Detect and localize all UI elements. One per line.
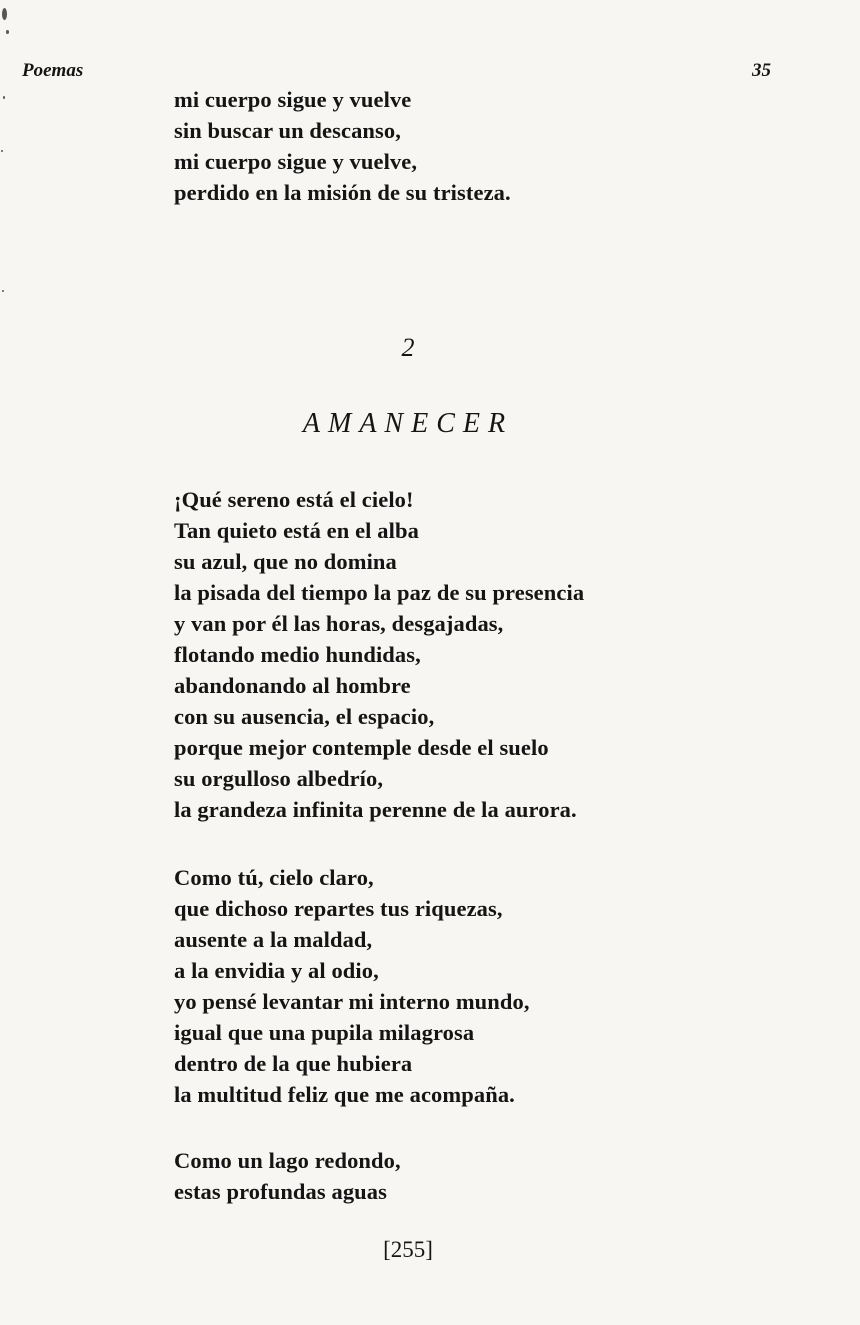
verse-line: flotando medio hundidas, (174, 642, 421, 667)
scan-speck (3, 96, 5, 99)
verse-line: Como un lago redondo, (174, 1148, 401, 1173)
verse-line: ¡Qué sereno está el cielo! (174, 487, 414, 512)
verse-line: Tan quieto está en el alba (174, 518, 419, 543)
top-stanza (174, 84, 511, 208)
verse-line: dentro de la que hubiera (174, 1051, 413, 1076)
verse-line: la pisada del tiempo la paz de su presencia (174, 580, 585, 605)
stanza-3 (174, 1145, 401, 1207)
verse-line: a la envidia y al odio, (174, 958, 379, 983)
verse-line: y van por él las horas, desgajadas, (174, 611, 504, 636)
verse-line: porque mejor contemple desde el suelo (174, 735, 549, 760)
verse-line: mi cuerpo sigue y vuelve, (174, 149, 418, 174)
verse-line: igual que una pupila milagrosa (174, 1020, 475, 1045)
page-number: [255] (383, 1237, 433, 1262)
verse-line: la multitud feliz que me acompaña. (174, 1082, 515, 1107)
scan-speck (2, 290, 4, 292)
scan-speck (6, 30, 9, 34)
verse-line: que dichoso repartes tus riquezas, (174, 896, 503, 921)
scan-speck (1, 150, 3, 152)
verse-line: abandonando al hombre (174, 673, 411, 698)
verse-line: su azul, que no domina (174, 549, 397, 574)
running-head-page: 35 (752, 60, 771, 81)
section-number: 2 (401, 333, 415, 362)
stanza-1 (174, 484, 584, 825)
scan-speck (2, 8, 7, 20)
verse-line: yo pensé levantar mi interno mundo, (174, 989, 530, 1014)
verse-line: la grandeza infinita perenne de la aurora. (174, 797, 577, 822)
stanza-2 (174, 862, 530, 1110)
verse-line: perdido en la misión de su tristeza. (174, 180, 511, 205)
verse-line: ausente a la maldad, (174, 927, 373, 952)
poem-title: AMANECER (302, 408, 514, 439)
verse-line: su orgulloso albedrío, (174, 766, 384, 791)
verse-line: sin buscar un descanso, (174, 118, 401, 143)
verse-line: con su ausencia, el espacio, (174, 704, 435, 729)
verse-line: Como tú, cielo claro, (174, 865, 374, 890)
running-head-title: Poemas (22, 60, 84, 81)
verse-line: estas profundas aguas (174, 1179, 387, 1204)
verse-line: mi cuerpo sigue y vuelve (174, 87, 412, 112)
